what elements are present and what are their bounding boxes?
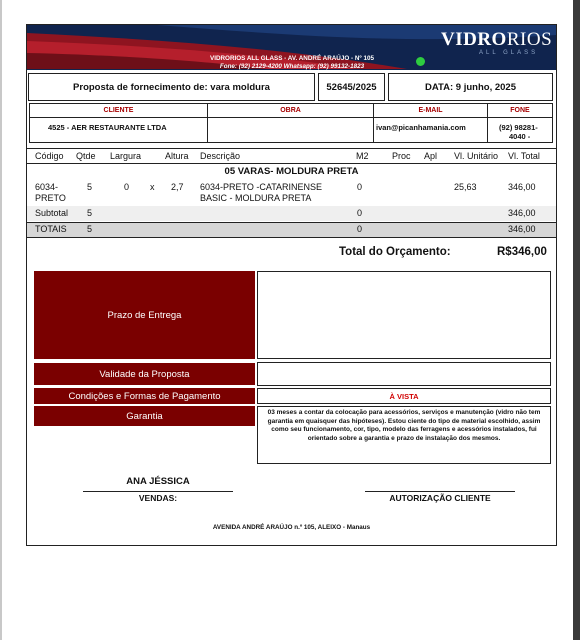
row-vl-unitario: 25,63 <box>454 182 477 192</box>
company-line: VIDRORIOS ALL GLASS - AV. ANDRÉ ARAÚJO - Nº 105 <box>210 55 374 62</box>
subtotal-qtde: 5 <box>87 208 93 218</box>
col-codigo: Código <box>35 151 64 161</box>
client-signature-line <box>365 491 515 492</box>
totais-total: 346,00 <box>508 224 536 234</box>
row-m2: 0 <box>357 182 363 192</box>
fone-value-line1: (92) 98281- <box>499 123 538 132</box>
group-title: 05 VARAS- MOLDURA PRETA <box>224 166 359 177</box>
subtotal-label: Subtotal <box>35 208 69 218</box>
pagamento-label: Condições e Formas de Pagamento <box>34 388 255 404</box>
proposal-number: 52645/2025 <box>318 73 385 101</box>
client-info-box <box>29 103 553 143</box>
totais-qtde: 5 <box>87 224 93 234</box>
fone-label: FONE <box>510 107 530 114</box>
row-codigo-2: PRETO <box>35 193 66 203</box>
totais-label: TOTAIS <box>35 224 67 234</box>
client-authorization-label: AUTORIZAÇÃO CLIENTE <box>389 493 491 503</box>
proposal-page <box>26 24 557 546</box>
seller-name: ANA JÉSSICA <box>126 476 190 487</box>
prazo-label: Prazo de Entrega <box>34 271 255 359</box>
col-proc: Proc <box>392 151 411 161</box>
pagamento-value: À VISTA <box>257 388 551 404</box>
col-apl: Apl <box>424 151 438 161</box>
totais-m2: 0 <box>357 224 363 234</box>
col-altura: Altura <box>165 151 189 161</box>
whatsapp-icon <box>416 57 425 66</box>
col-vl-total: Vl. Total <box>508 151 540 161</box>
row-descricao-1: 6034-PRETO -CATARINENSE <box>200 182 323 192</box>
garantia-text: 03 meses a contar da colocação para acessórios, serviços e manutenção (vidro não tem garantia em quaisquer das hipóteses). Estou ciente do tipo de material escolhido, assim como seu funcionamento, cor, tipo, modelo das ferragens e acessórios instalados, fui orientado sobre a garantia e prazo de instalação dos mesmos. <box>257 406 551 464</box>
viewer-scrollbar[interactable] <box>573 0 580 640</box>
garantia-label: Garantia <box>34 406 255 426</box>
col-qtde: Qtde <box>76 151 96 161</box>
total-label: Total do Orçamento: <box>339 246 451 258</box>
cliente-label: CLIENTE <box>103 107 134 114</box>
email-label: E-MAIL <box>418 107 443 114</box>
logo-tagline: ALL GLASS <box>479 50 539 56</box>
vidrorios-logo: VIDRORIOS <box>441 29 553 50</box>
subtotal-total: 346,00 <box>508 208 536 218</box>
cliente-value: 4525 - AER RESTAURANTE LTDA <box>48 123 167 132</box>
totais-row <box>27 222 556 238</box>
validade-value-box <box>257 362 551 386</box>
obra-label: OBRA <box>280 107 301 114</box>
col-m2: M2 <box>356 151 369 161</box>
footer-address: AVENIDA ANDRÉ ARAÚJO n.º 105, ALEIXO - Manaus <box>212 524 371 531</box>
row-codigo-1: 6034- <box>35 182 59 192</box>
prazo-value-box <box>257 271 551 359</box>
page-left-edge <box>0 0 2 640</box>
row-qtde: 5 <box>87 182 93 192</box>
row-altura: 2,7 <box>171 182 184 192</box>
subtotal-m2: 0 <box>357 208 363 218</box>
proposal-title: Proposta de fornecimento de: vara moldura <box>28 73 315 101</box>
fone-value-line2: 4040 - <box>509 132 531 141</box>
contact-line: Fone: (92) 2129-4200 Whatsapp: (92) 99132-1823 <box>219 63 365 70</box>
email-value: ivan@picanhamania.com <box>376 123 466 132</box>
row-largura: 0 <box>124 182 130 192</box>
row-descricao-2: BASIC - MOLDURA PRETA <box>200 193 312 203</box>
row-vl-total: 346,00 <box>508 182 536 192</box>
total-value: R$346,00 <box>497 246 547 258</box>
validade-label: Validade da Proposta <box>34 363 255 385</box>
seller-label: VENDAS: <box>138 493 178 503</box>
col-descricao: Descrição <box>200 151 241 161</box>
proposal-date: DATA: 9 junho, 2025 <box>388 73 553 101</box>
row-x: x <box>150 182 155 192</box>
col-largura: Largura <box>110 151 142 161</box>
header-banner <box>27 25 556 70</box>
subtotal-row <box>27 206 556 221</box>
seller-signature-line <box>83 491 233 492</box>
col-vl-unitario: Vl. Unitário <box>454 151 499 161</box>
